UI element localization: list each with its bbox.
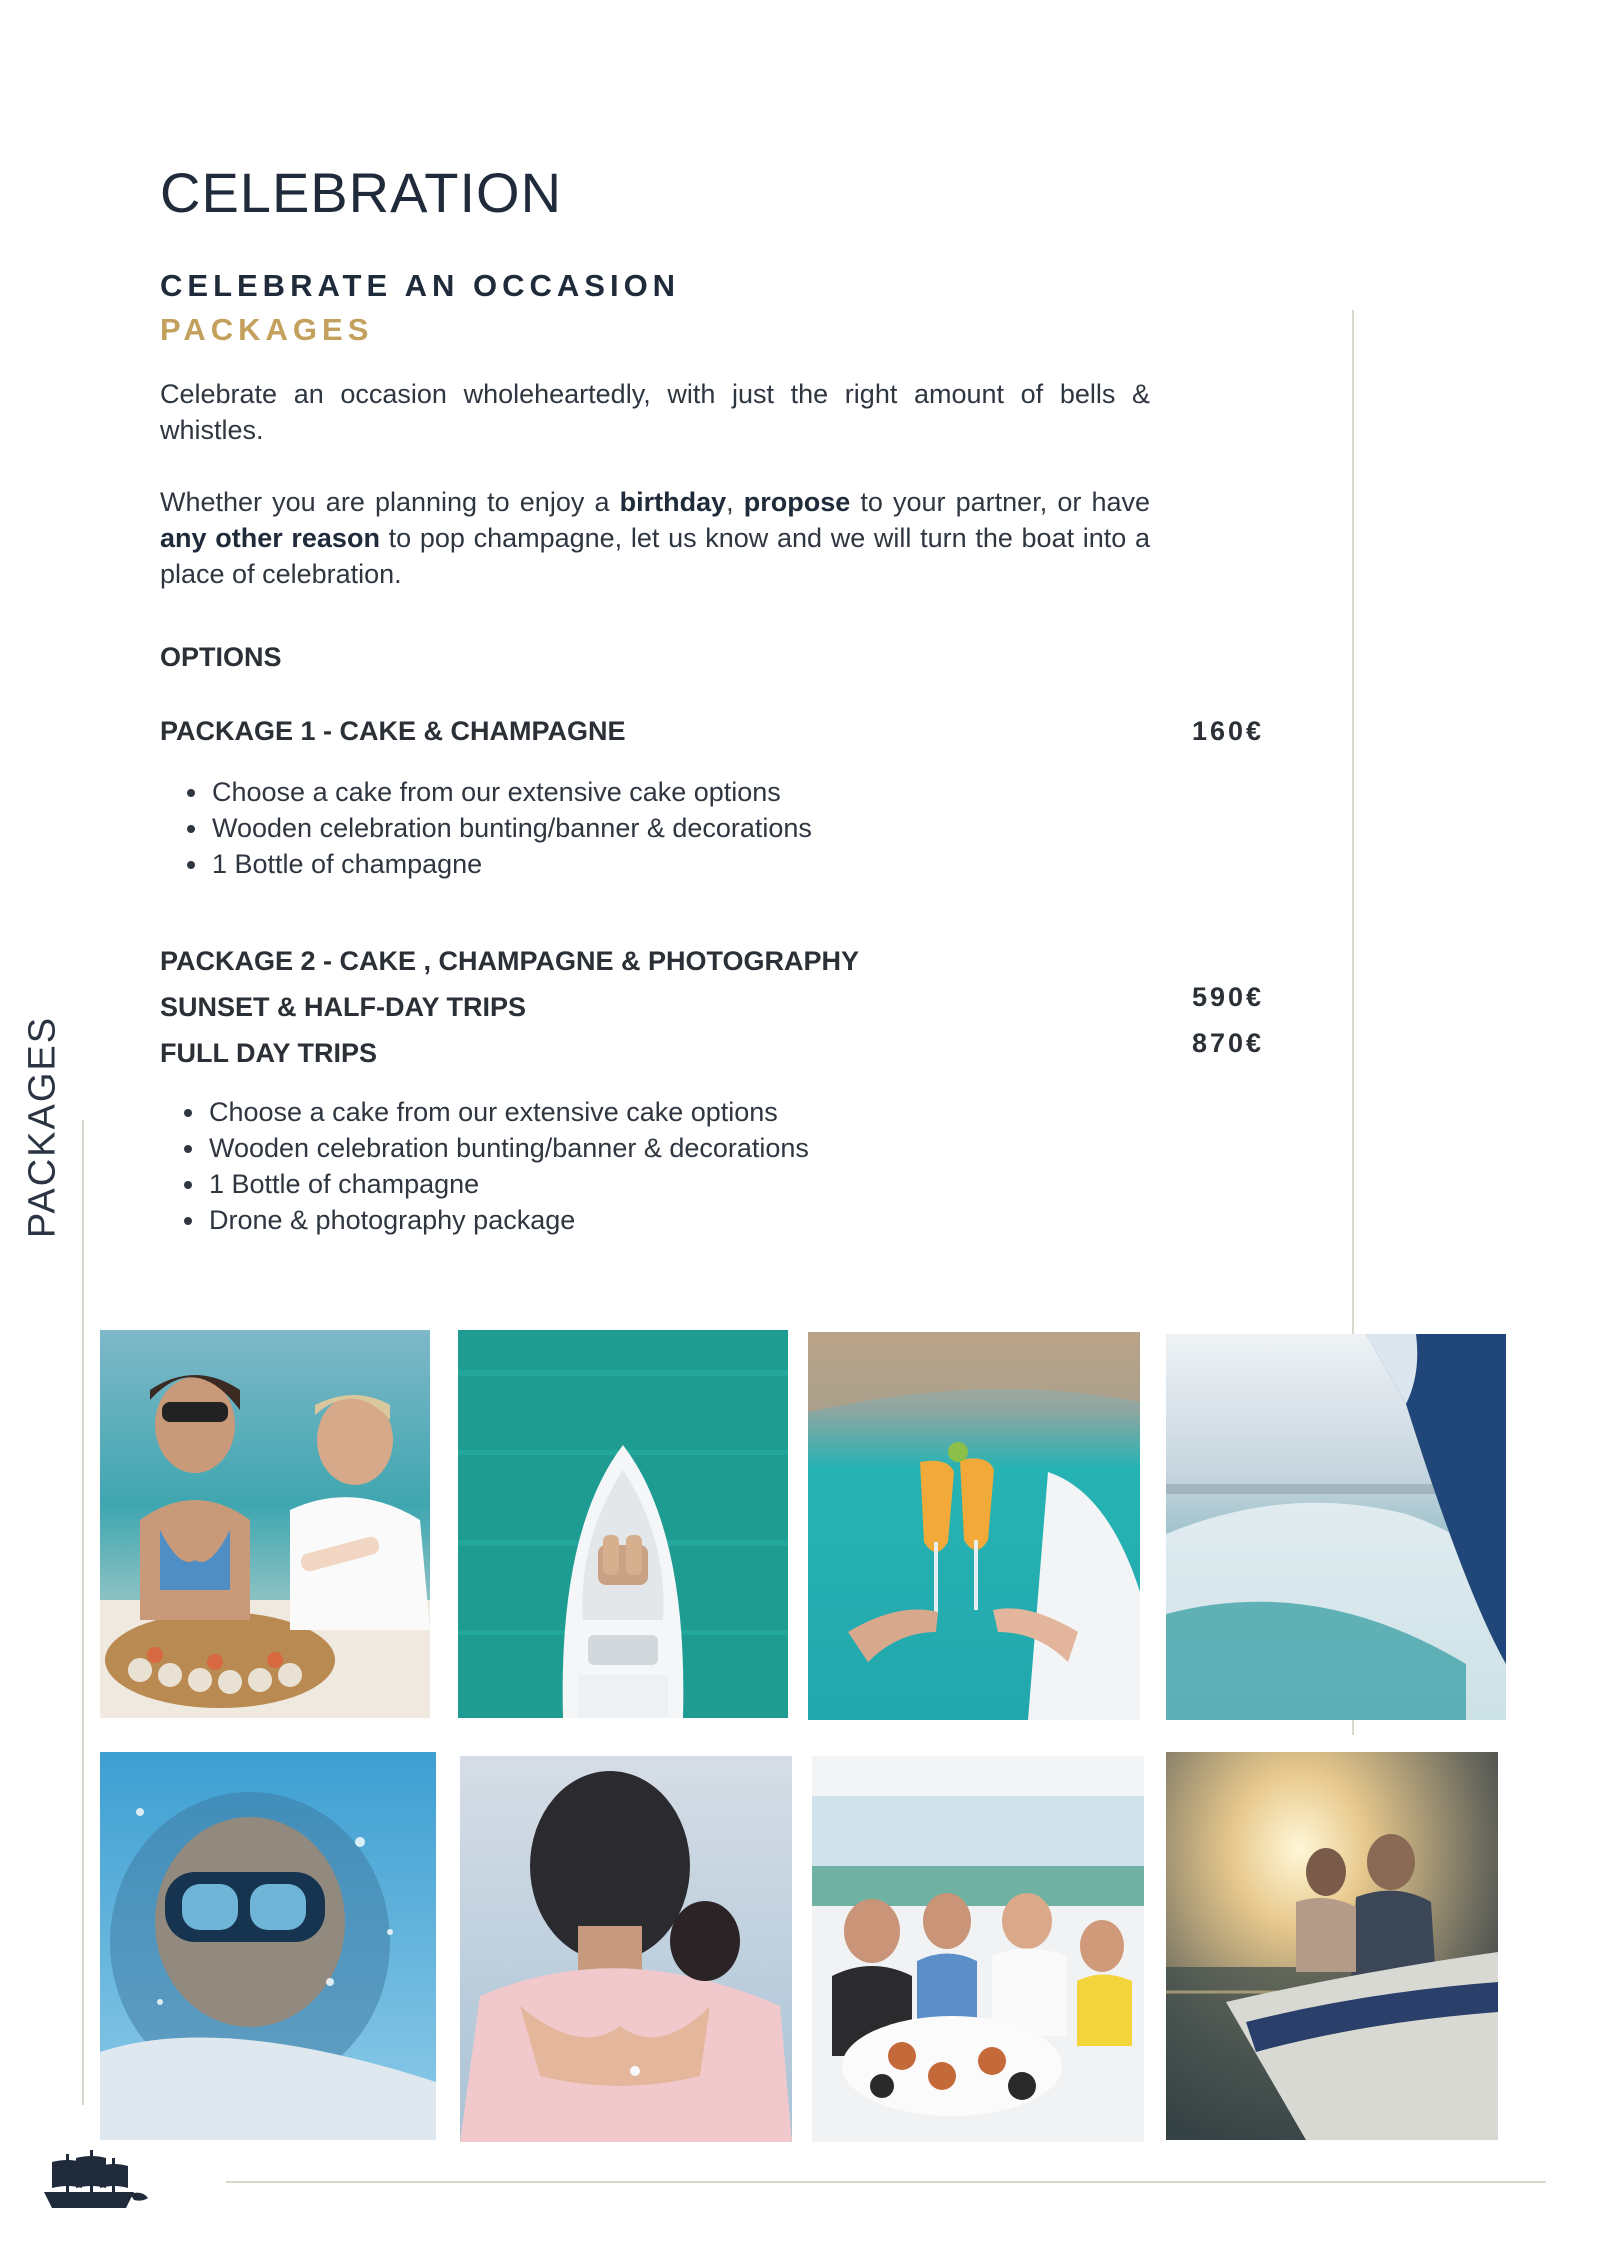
ship-logo-icon [38, 2148, 150, 2216]
list-item: • 1 Bottle of champagne [207, 1166, 809, 1202]
divider-vertical-left [82, 1120, 84, 2105]
list-item: • Drone & photography package [207, 1202, 809, 1238]
page-title: CELEBRATION [160, 161, 563, 224]
section-subtitle: CELEBRATE AN OCCASION [160, 268, 681, 303]
group-lunch-photo [812, 1756, 1144, 2142]
sunset-boat-photo [1166, 1752, 1498, 2140]
package-2-price-sunset: 590€ [1192, 982, 1265, 1012]
boat-wake-photo [1166, 1334, 1506, 1720]
package-2-price-fullday: 870€ [1192, 1028, 1265, 1058]
package-2-list [159, 1094, 809, 1238]
section-subtitle-accent: PACKAGES [160, 312, 374, 347]
proposal-hug-photo [460, 1756, 792, 2142]
package-1-price: 160€ [1192, 716, 1265, 746]
side-section-label: PACKAGES [21, 1015, 64, 1239]
package-2-tier-sunset: SUNSET & HALF-DAY TRIPS [160, 992, 527, 1022]
intro-paragraph-1: Celebrate an occasion wholeheartedly, with just the right amount of bells & whistles. [160, 379, 1150, 445]
intro-paragraph-2: Whether you are planning to enjoy a birthday, propose to your partner, or have any other reason to pop champagne, let us know and we will turn the boat into a place of celebration. [160, 487, 1151, 589]
cocktail-toast-photo [808, 1332, 1140, 1720]
options-heading: OPTIONS [160, 642, 282, 672]
list-item: • Wooden celebration bunting/banner & decorations [210, 810, 812, 846]
list-item: • Choose a cake from our extensive cake options [210, 774, 812, 810]
aerial-boat-photo [458, 1330, 788, 1718]
list-item: • Wooden celebration bunting/banner & decorations [207, 1130, 809, 1166]
package-2-tier-fullday: FULL DAY TRIPS [160, 1038, 378, 1068]
divider-bottom [226, 2181, 1546, 2183]
package-1-list [162, 774, 812, 882]
snorkel-selfie-photo [100, 1752, 436, 2140]
package-2-title: PACKAGE 2 - CAKE , CHAMPAGNE & PHOTOGRAPHY [160, 946, 860, 976]
couple-sushi-wine-photo [100, 1330, 430, 1718]
list-item: • 1 Bottle of champagne [210, 846, 812, 882]
list-item: • Choose a cake from our extensive cake options [207, 1094, 809, 1130]
package-1-title: PACKAGE 1 - CAKE & CHAMPAGNE [160, 716, 626, 746]
